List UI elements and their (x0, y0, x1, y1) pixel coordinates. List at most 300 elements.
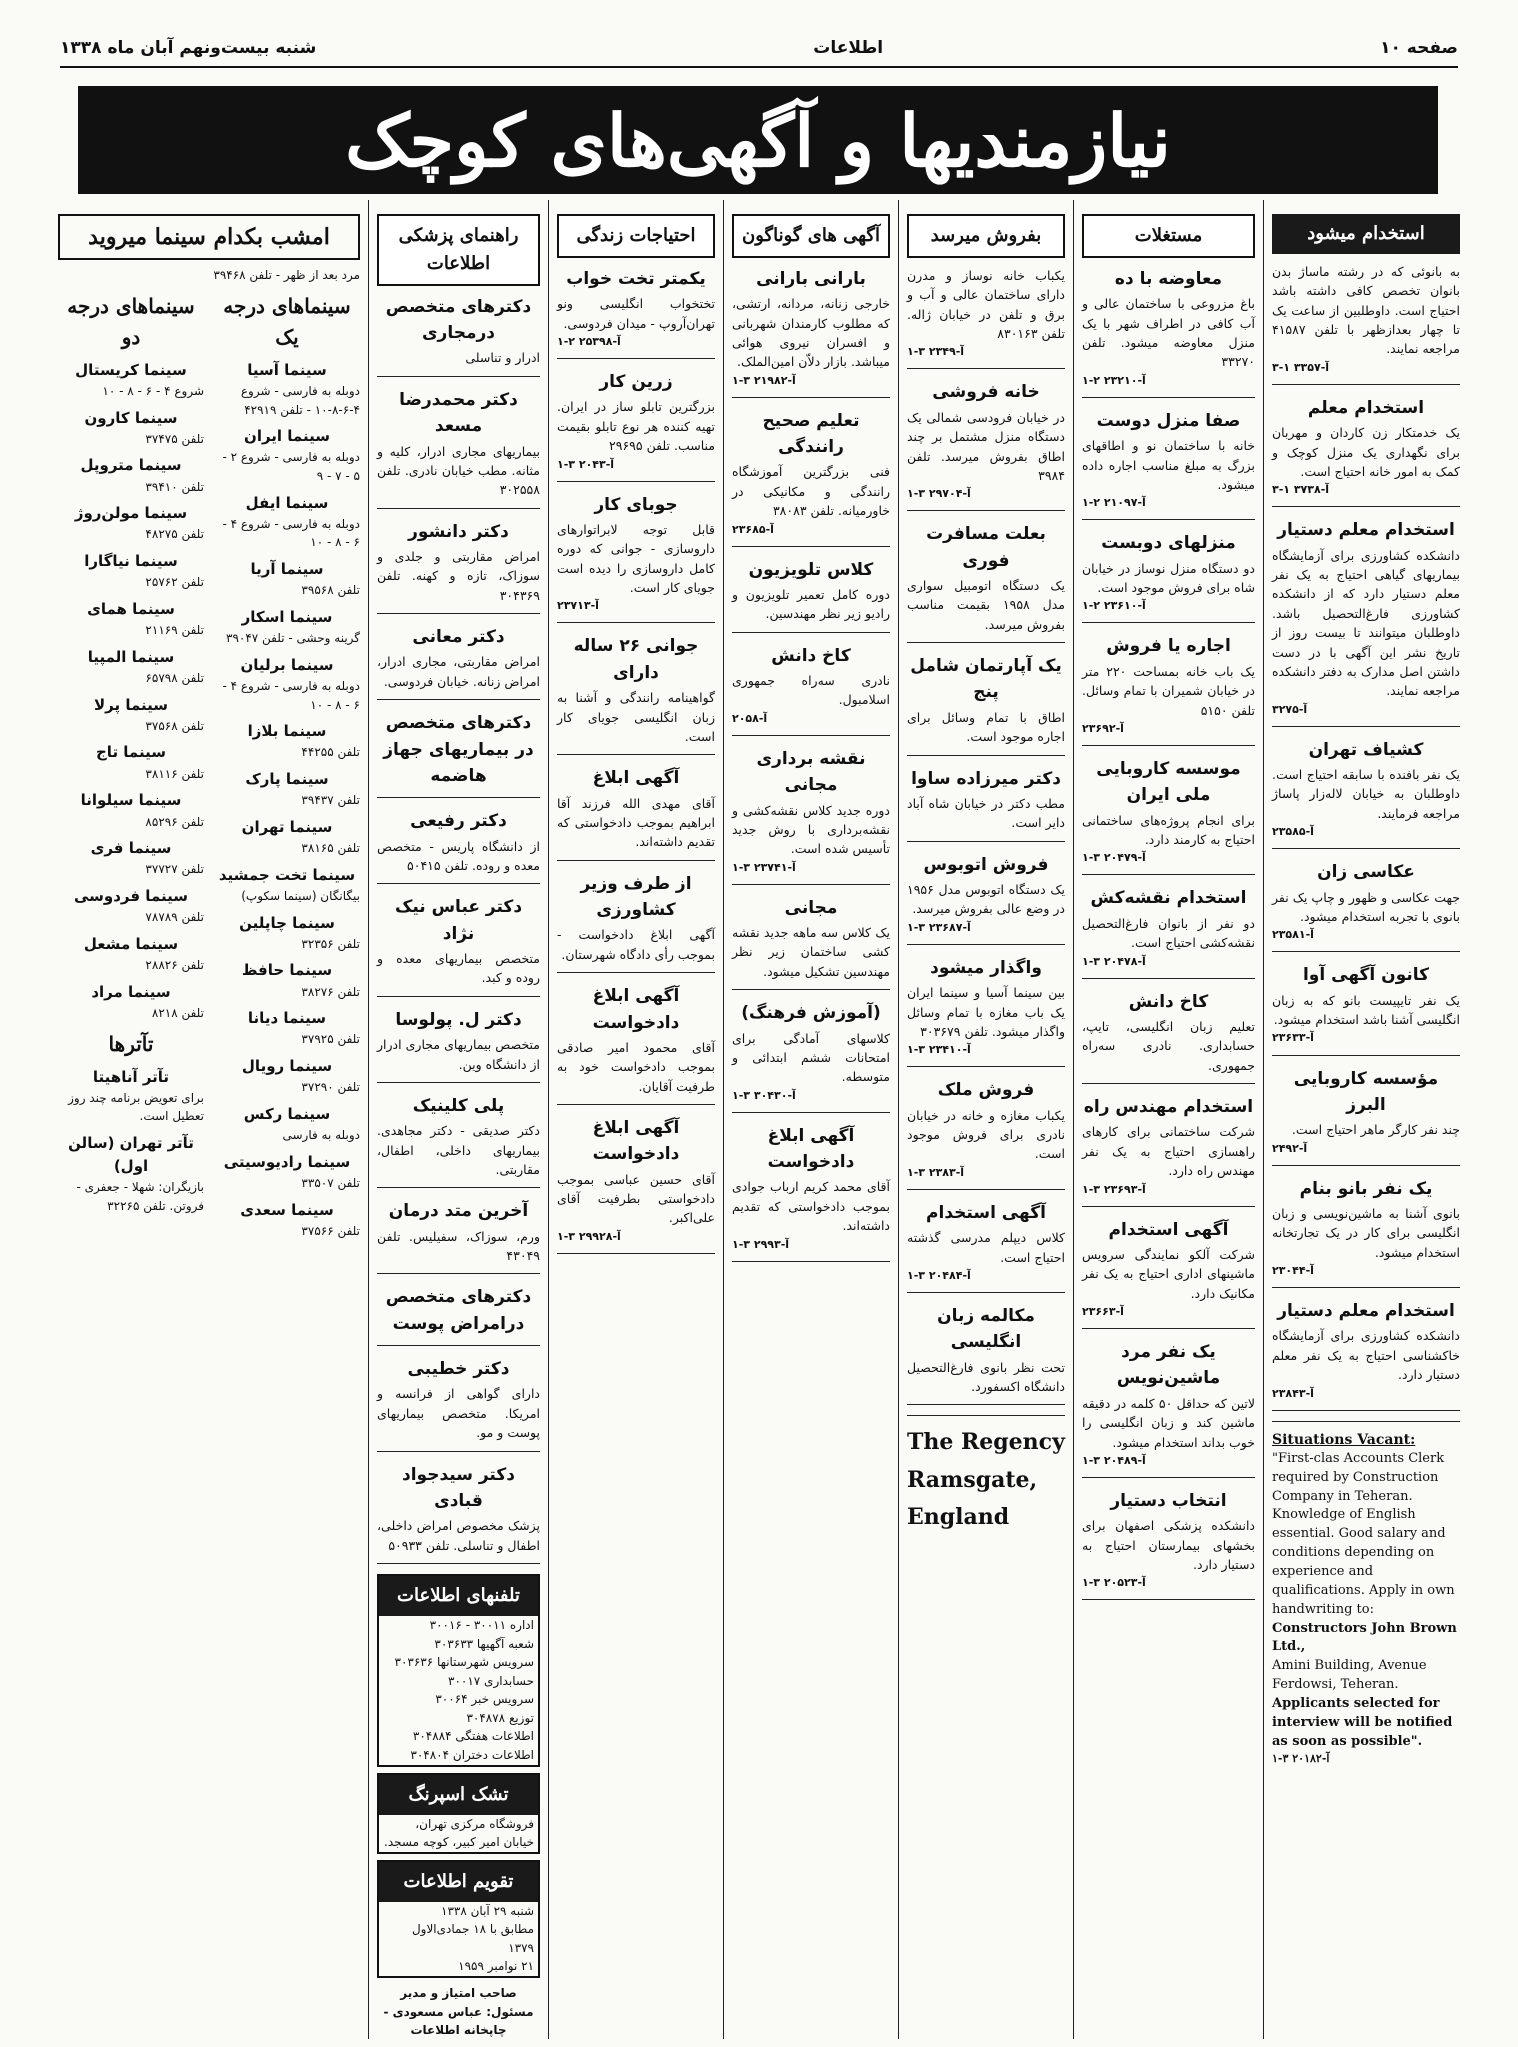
divider (907, 1292, 1065, 1293)
ad-title: دکتر ل. پولوسا (395, 1009, 522, 1030)
info-boxes (377, 1574, 540, 1978)
ad-body: دکتر صدیقی - دکتر مجاهدی. بیماریهای داخلی، اطفال، مقاربتی. (377, 1123, 540, 1177)
ad-title: تعلیم صحیح رانندگی (762, 410, 860, 458)
cinema-info: تلفن ۲۸۸۲۶ (145, 958, 204, 973)
ad-title: یک نفر بانو بنام (1299, 1178, 1433, 1199)
cinema-info: تلفن ۳۷۵۶۶ (301, 1223, 360, 1238)
classified-ad (557, 266, 715, 359)
cinema-name: سینما مولن‌روژ (74, 504, 188, 523)
ad-code: آ-۲۳۵۸۵ (1272, 825, 1314, 839)
ad-title: دکتر دانشور (408, 521, 509, 542)
classified-ad (377, 519, 540, 614)
divider (1082, 397, 1255, 398)
ad-title: کاخ دانش (771, 645, 851, 666)
ad-title: آخرین متد درمان (388, 1201, 529, 1222)
info-box-line: فروشگاه مرکزی تهران، خیابان امیر کبیر، کوچه مسجد. (384, 1816, 534, 1850)
divider (377, 883, 540, 884)
column-heading: احتیاجات زندگی (557, 214, 715, 258)
divider (907, 755, 1065, 756)
ad-code: آ-۲۹۹۳ ۳-۱ (732, 1237, 790, 1251)
divider (907, 841, 1065, 842)
regency-ad (907, 1424, 1065, 1536)
divider (732, 397, 890, 398)
ad-code: آ-۳۲۷۵ (1272, 702, 1308, 716)
newspaper-name: اطلاعات (813, 38, 884, 58)
column-heading: استخدام میشود (1272, 214, 1460, 254)
classified-ad (907, 766, 1065, 842)
info-box (377, 1773, 540, 1854)
divider (377, 1345, 540, 1346)
column-heading: آگهی های گوناگون (732, 214, 890, 258)
regency-line-2: Ramsgate, (907, 1466, 1038, 1493)
ad-title: آگهی استخدام (926, 1202, 1046, 1223)
ad-body: دو دستگاه منزل نوساز در خیابان شاه برای فروش موجود است. (1082, 560, 1255, 596)
ad-code: آ-۲۱۹۸۲ ۳-۱ (732, 373, 796, 387)
ad-body: آگهی ابلاغ دادخواست - بموجب رأی دادگاه شهرستان. (557, 927, 715, 962)
divider (557, 1104, 715, 1105)
cinema-info: تلفن ۶۵۷۹۸ (145, 671, 204, 685)
classified-ad (377, 710, 540, 798)
ad-body: خارجی زنانه، مردانه، ارتشی، که مطلوب کارمندان شهربانی و افسران نیروی هوائی میباشد. بازار دلاّن امین‌الملک. (732, 296, 890, 370)
ad-code: آ-۲۹۹۲۸ ۳-۱ (557, 1229, 621, 1243)
ad-body: متخصص بیماریهای معده و روده و کبد. (377, 951, 540, 986)
ad-title: نقشه برداری مجانی (756, 748, 866, 796)
english-ad-note: Applicants selected for interview will be notified as soon as possible". (1272, 1695, 1453, 1749)
ad-title: جوانی ۲۶ ساله دارای (573, 636, 699, 683)
divider (1272, 1421, 1460, 1422)
info-box-line: اطلاعات دختران ۳۰۴۸۰۴ (410, 1748, 534, 1763)
classified-ad (1082, 633, 1255, 746)
ad-code: آ-۲۹۷۰۴ ۳-۱ (907, 487, 971, 501)
ad-list (1082, 266, 1255, 1601)
info-box-line: سرویس شهرستانها ۳۰۳۶۳۶ (394, 1655, 534, 1670)
ad-body: ادرار و تناسلی (465, 350, 540, 366)
cinema-name: سینما پارک (245, 769, 329, 788)
ad-title: معاوضه با ده (1114, 268, 1223, 289)
cinema-info: تلفن ۴۸۲۷۵ (145, 527, 204, 542)
cinema-name: سینما متروپل (80, 456, 182, 475)
ad-body: تعلیم زبان انگلیسی، تایپ، حسابداری. نادری سه‌راه جمهوری. (1082, 1018, 1255, 1073)
divider (377, 996, 540, 997)
ad-body: یک کلاس سه ماهه جدید نقشه کشی ساختمان زیر نظر مهندسین تشکیل میشود. (732, 925, 890, 979)
divider (377, 508, 540, 509)
divider (1272, 951, 1460, 952)
cinema-name: تآتر تهران (سالن اول) (68, 1133, 194, 1176)
cinema-info: تلفن ۳۷۹۲۵ (301, 1032, 360, 1047)
ad-title: یک نفر مرد ماشین‌نویس (1116, 1342, 1221, 1389)
ad-body: بین سینما آسیا و سینما ایران یک باب مغازه با تمام وسائل واگذار میشود. تلفن ۳۰۳۶۷۹ (907, 985, 1065, 1039)
classified-ad (377, 294, 540, 377)
cinema-info: تلفن ۳۹۴۱۰ (145, 479, 204, 494)
ad-code: آ-۲۰۴۳ ۳-۱ (557, 457, 615, 471)
divider (377, 699, 540, 700)
cinema-name: سینما تهران (241, 817, 333, 836)
ad-title: منزلهای دوبست (1101, 533, 1236, 554)
ad-code: آ-۲۳۶۸۵ (732, 522, 774, 536)
info-box-line: حسابداری ۳۰۰۱۷ (448, 1673, 534, 1688)
divider (732, 546, 890, 547)
cinema-list (214, 359, 360, 1241)
ad-title: یکمتر تخت خواب (566, 268, 706, 289)
ad-title: دکترهای متخصص در بیماریهای جهاز هاضمه (383, 713, 534, 786)
ad-body: دوره کامل تعمیر تلویزیون و رادیو زیر نظر مهندسین. (732, 586, 890, 622)
classified-ad (377, 1462, 540, 1564)
info-box-line: شعبه آگهیها ۳۰۳۶۳۳ (434, 1636, 534, 1651)
classified-ad (907, 379, 1065, 511)
ad-code: آ-۲۳۶۱۰ ۲-۱ (1082, 599, 1146, 613)
classified-ad (907, 852, 1065, 945)
classified-ad (732, 1000, 890, 1113)
cinema-name: سینما رویال (241, 1057, 333, 1076)
divider (1082, 745, 1255, 746)
ad-title: کاخ دانش (1128, 991, 1209, 1012)
ad-code: آ-۲۰۴۷۹ ۳-۱ (1082, 851, 1146, 865)
cinema-name: سینما کریستال (75, 360, 187, 379)
ad-body: دانشکده پزشکی اصفهان برای بخشهای بیمارستان احتیاج به دستیار دارد. (1082, 1518, 1255, 1573)
ad-body: دانشکده کشاورزی برای آزمایشگاه خاکشناسی احتیاج به یک نفر معلم دستیار دارد. (1272, 1328, 1460, 1383)
ad-title: استخدام معلم دستیار (1277, 1301, 1455, 1322)
divider (557, 860, 715, 861)
ad-title: دکتر رفیعی (410, 811, 507, 832)
classified-ad (907, 1303, 1065, 1405)
classified-ad (1082, 266, 1255, 398)
cinema-name: تآتر آناهیتا (92, 1067, 170, 1086)
cinema-name: سینما ایران (244, 427, 330, 446)
divider (732, 632, 890, 633)
divider (377, 1082, 540, 1083)
ad-columns (50, 200, 1468, 2039)
column-for-sale (898, 200, 1073, 2039)
classified-ad (732, 557, 890, 633)
column-medical-guide (368, 200, 548, 2039)
divider (377, 1451, 540, 1452)
ad-title: از طرف وزیر کشاورزی (580, 873, 692, 921)
divider (1082, 519, 1255, 520)
ad-code: آ-۲۰۵۲۳ ۳-۱ (1082, 1576, 1146, 1590)
divider (1082, 874, 1255, 875)
ad-title: دکترهای متخصص درامراض پوست (385, 1287, 532, 1334)
classified-ad (377, 387, 540, 509)
ad-title: واگذار میشود (930, 957, 1042, 978)
info-box-line: توزیع ۳۰۴۸۷۸ (466, 1710, 534, 1725)
classified-ad (1272, 1176, 1460, 1289)
classified-ad (557, 369, 715, 482)
classified-ad (732, 746, 890, 885)
ad-title: مؤسسه کاروبایی البرز (1293, 1068, 1439, 1115)
english-ad-title: Situations Vacant: (1272, 1431, 1416, 1448)
cinema-name: سینما چاپلین (239, 913, 335, 932)
classified-ad (1082, 885, 1255, 978)
cinema-info: تلفن ۷۸۷۸۹ (145, 910, 204, 925)
cinema-info: تلفن ۳۸۱۶۵ (301, 841, 360, 856)
ad-title: فروش ملک (937, 1080, 1035, 1101)
ad-code: آ-۲۳۷۴۱ ۳-۱ (732, 860, 796, 874)
ad-body: شرکت ساختمانی برای کارهای راهسازی احتیاج به یک نفر مهندس راه دارد. (1082, 1124, 1255, 1179)
ad-code: ۳-۱ آ-۳۳۵۷ (1272, 360, 1330, 374)
divider (1272, 726, 1460, 727)
classified-ad (907, 653, 1065, 755)
ad-body: امراض مقاربتی، مجاری ادرار، امراض زنانه. خیابان فردوسی. (377, 654, 540, 689)
info-box (377, 1860, 540, 1978)
cinema-intro: مرد بعد از ظهر - تلفن ۳۹۴۶۸ (213, 268, 360, 283)
cinema-info: گرینه وحشی - تلفن ۳۹۰۴۷ (226, 631, 360, 646)
column-life-needs (548, 200, 723, 2039)
ad-body: جهت عکاسی و ظهور و چاپ یک نفر بانوی با تجربه استخدام میشود. (1272, 889, 1460, 924)
ad-list (377, 294, 540, 1564)
ad-code: آ-۲۳۶۹۲ (1082, 721, 1124, 735)
ad-body: لاتین که حداقل ۵۰ کلمه در دقیقه ماشین کند و زبان انگلیسی را خوب بداند استخدام میشود. (1082, 1395, 1255, 1450)
ad-body: شرکت آلکو نمایندگی سرویس ماشینهای اداری احتیاج به یک نفر مکانیک دارد. (1082, 1246, 1255, 1301)
divider (907, 1415, 1065, 1416)
ad-title: دکتر عباس نیک نژاد (394, 897, 523, 944)
classified-ad (907, 1200, 1065, 1293)
classified-ad (1272, 737, 1460, 850)
classified-ad (1272, 262, 1460, 385)
ad-title: دکتر سیدجواد قبادی (402, 1464, 515, 1511)
classified-ad (1082, 408, 1255, 521)
classified-ad (732, 408, 890, 547)
classified-ad (377, 1093, 540, 1188)
ad-title: یک آپارتمان شامل پنج (910, 656, 1062, 703)
cinema-info: تلفن ۳۷۴۷۵ (145, 431, 204, 446)
cinema-name: سینما رادیوسیتی (223, 1152, 351, 1171)
ad-title: پلی کلینیک (412, 1095, 505, 1116)
cinema-name: سینما مراد (91, 982, 171, 1001)
ad-title: (آموزش فرهنگ) (741, 1003, 881, 1024)
ad-title: استخدام مهندس راه (1083, 1097, 1254, 1118)
ad-body: یک خدمتکار زن کاردان و مهربان برای نگهداری یک منزل کوچک و کمک به امور خانه احتیاج است. (1272, 425, 1460, 479)
ad-title: استخدام نقشه‌کش (1090, 888, 1247, 909)
publisher-footer: صاحب امتیاز و مدیر مسئول: عباس مسعودی - چاپخانه اطلاعات (383, 1986, 534, 2038)
classified-ad (1082, 1488, 1255, 1601)
divider (1272, 1410, 1460, 1411)
ad-code: آ-۲۳۲۱۰ ۲-۱ (1082, 373, 1146, 387)
divider (377, 1273, 540, 1274)
cinema-name: سینما آریا (250, 560, 324, 578)
cinema-info: تلفن ۳۸۱۱۶ (145, 766, 204, 781)
ad-title: کشیاف تهران (1308, 739, 1424, 760)
cinema-info: تلفن ۳۷۷۲۷ (145, 862, 204, 877)
classified-ad (1272, 962, 1460, 1055)
ad-list (557, 266, 715, 1254)
cinema-name: سینما آسیا (247, 360, 327, 379)
cinema-name: سینما حافظ (241, 961, 333, 980)
ad-title: خانه فروشی (932, 382, 1040, 403)
ad-title: انتخاب دستیار (1110, 1490, 1227, 1511)
cinema-name: سینما ایفل (245, 493, 329, 512)
ad-title: صفا منزل دوست (1096, 410, 1241, 431)
info-box-title: تشک اسپرنگ (379, 1775, 538, 1815)
ad-code: آ-۲۳۸۴۳ (1272, 1386, 1314, 1400)
divider (1272, 506, 1460, 507)
divider (732, 884, 890, 885)
ad-body: مطب دکتر در خیابان شاه آباد دایر است. (907, 795, 1065, 831)
ad-body: آقای محمد کریم ارباب جوادی بموجب دادخواستی که تقدیم داشته‌اند. (732, 1179, 890, 1234)
cinema-info: دوبله به فارسی - شروع ۴ - ۶ - ۸ - ۱۰ (222, 678, 360, 712)
divider (1272, 1287, 1460, 1288)
column-real-estate (1073, 200, 1263, 2039)
ad-code: آ-۲۳۷۱۳ (557, 599, 599, 613)
regency-line-1: The Regency (907, 1429, 1065, 1456)
ad-title: استخدام معلم دستیار (1277, 520, 1455, 541)
cinema-name: سینما اسکار (241, 607, 333, 626)
ad-body: کلاس دیپلم مدرسی گذشته احتیاج است. (907, 1230, 1065, 1265)
info-box-title: تقویم اطلاعات (379, 1862, 538, 1902)
ad-title: آگهی ابلاغ (592, 768, 680, 789)
ad-code: آ-۲۳۰۴۴ (1272, 1264, 1314, 1278)
cinema-info: تلفن ۴۴۲۵۵ (301, 745, 360, 760)
info-box-line: ۲۱ نوامبر ۱۹۵۹ (458, 1959, 534, 1974)
ad-title: دکترهای متخصص درمجاری (385, 296, 532, 344)
info-box-title: تلفنهای اطلاعات (379, 1576, 538, 1616)
divider (732, 1112, 890, 1113)
ad-body: یک دستگاه اتومبیل سواری مدل ۱۹۵۸ بقیمت مناسب بفروش میرسد. (907, 578, 1066, 632)
divider (557, 622, 715, 623)
info-box-line: اطلاعات هفتگی ۳۰۴۸۸۴ (412, 1729, 534, 1744)
cinema-info: بیگانگان (سینما سکوپ) (241, 888, 360, 903)
ad-title: زرین کار (599, 372, 673, 393)
info-box-line: مطابق با ۱۸ جمادی‌الاول ۱۳۷۹ (411, 1922, 534, 1955)
divider (907, 944, 1065, 945)
classified-ad (907, 1077, 1065, 1190)
ad-title: استخدام معلم (1307, 397, 1425, 418)
divider (1082, 1328, 1255, 1329)
classified-ad (1082, 1094, 1255, 1207)
ad-body: تختخواب انگلیسی ونو تهران‌آروپ - میدان فردوسی. (557, 296, 715, 331)
divider (907, 1066, 1065, 1067)
classified-ad (732, 643, 890, 736)
classified-ad (557, 633, 715, 755)
classified-ad (1082, 1217, 1255, 1330)
cinema-name: سینما پرلا (93, 695, 169, 714)
english-ad-address: Amini Building, Avenue Ferdowsi, Teheran. (1272, 1658, 1427, 1693)
divider (1082, 1206, 1255, 1207)
ad-code: آ-۲۰۴۸۹ ۳-۱ (1082, 1453, 1146, 1467)
banner-title: نیازمندیها و آگهی‌های کوچک (345, 97, 1171, 183)
divider (907, 368, 1065, 369)
ad-body: دو نفر از بانوان فارغ‌التحصیل نقشه‌کشی احتیاج است. (1082, 915, 1255, 951)
divider (377, 1563, 540, 1564)
ad-code: آ-۲۳۸۳ ۳-۱ (907, 1165, 965, 1179)
ad-body: یک نفر بافنده با سابقه احتیاج است. داوطلبان به خیابان لاله‌زار پاساژ مراجعه فرمایند. (1272, 767, 1460, 821)
ad-code: آ-۲۴۹۲ (1272, 1141, 1308, 1155)
ad-list (732, 266, 890, 1262)
cinema-info: تلفن ۳۲۳۵۶ (301, 936, 360, 951)
info-box (377, 1574, 540, 1767)
classified-ad (907, 521, 1065, 643)
english-ad-text: "First-clas Accounts Clerk required by Construction Company in Teheran. Knowledge of English essential. Good salary and conditions depending on experience and qualifications. Apply in own handwriting to: (1272, 1450, 1455, 1617)
cinema-info: تلفن ۳۹۴۳۷ (301, 793, 360, 808)
ad-title: دکتر خطیبی (407, 1359, 510, 1380)
cinema-name: سینما سعدی (240, 1200, 334, 1219)
cinema-name: سینما تخت جمشید (218, 865, 356, 884)
ad-code: آ-۲۰۵۸ (732, 711, 768, 725)
classified-ad (1272, 517, 1460, 726)
ad-list (907, 266, 1065, 1406)
divider (377, 613, 540, 614)
ad-body: بزرگترین تابلو ساز در ایران. تهیه کننده هر نوع تابلو بقیمت مناسب. تلفن ۲۹۶۹۵ (557, 399, 715, 454)
ad-title: مجانی (784, 897, 838, 918)
cinema-info: بازیگران: شهلا - جعفری - فروتن. تلفن ۳۲۲۶۵ (76, 1180, 204, 1214)
column-heading: راهنمای پزشکی اطلاعات (377, 214, 540, 286)
cinema-info: دوبله به فارسی (282, 1128, 360, 1143)
info-box-line: شنبه ۲۹ آبان ۱۳۳۸ (441, 1903, 534, 1918)
ad-code: آ-۲۳۶۳۳ (1272, 1031, 1314, 1045)
ad-code: آ-۲۳۴۹ ۳-۱ (907, 345, 965, 359)
ad-body: آقای محمود امیر صادقی بموجب دادخواست خود به طرفیت آقایان. (557, 1039, 715, 1094)
cinema-info: دوبله به فارسی - شروع ۲ - ۵ - ۷ - ۹ (222, 450, 360, 483)
ad-body: نادری سه‌راه جمهوری اسلامبول. (732, 673, 890, 708)
divider (1082, 1599, 1255, 1600)
ad-body: چند نفر کارگر ماهر احتیاج است. (1291, 1122, 1460, 1138)
ad-title: آگهی استخدام (1108, 1219, 1229, 1240)
ad-code: آ-۲۳۶۹۳ ۳-۱ (1082, 1182, 1146, 1196)
divider (907, 510, 1065, 511)
classified-ad (557, 983, 715, 1105)
cinema-info: تلفن ۳۸۲۷۶ (301, 984, 360, 999)
section-banner (78, 86, 1438, 194)
divider (732, 1261, 890, 1262)
divider (1272, 384, 1460, 385)
first-class-cinemas (214, 285, 360, 1241)
column-heading: مستغلات (1082, 214, 1255, 258)
ad-body: امراض مقاربتی و جلدی و سوزاک، تازه و کهنه. تلفن ۳۰۴۳۶۹ (377, 549, 540, 603)
divider (907, 642, 1065, 643)
divider (1272, 1165, 1460, 1166)
divider (732, 735, 890, 736)
ad-title: موسسه کاروبایی ملی ایران (1096, 758, 1241, 806)
classified-ad (557, 492, 715, 624)
ad-body: دارای گواهی از فرانسه و امریکا. متخصص بیماریهای پوست و مو. (377, 1386, 540, 1441)
cinema-info: تلفن ۸۵۲۹۶ (145, 814, 204, 829)
cinema-name: سینما کارون (84, 408, 178, 427)
cinema-info: شروع ۴ - ۶ - ۸ - ۱۰ (102, 383, 204, 398)
ad-list (1272, 262, 1460, 1411)
cinema-info: دوبله به فارسی - شروع ۴ - ۶ - ۸ - ۱۰ (222, 516, 360, 550)
divider (907, 1404, 1065, 1405)
ad-body: در خیابان فرودسی شمالی یک دستگاه منزل مشتمل بر چند اطاق بفروش میرسد. تلفن ۳۹۸۴ (907, 409, 1065, 483)
ad-title: دکتر میرزاده ساوا (911, 768, 1061, 789)
cinema-name: سینما فری (90, 839, 172, 858)
ad-title: آگهی ابلاغ دادخواست (592, 1117, 680, 1165)
section-first-class: سینماهای درجه یک (223, 293, 351, 349)
ad-code: آ-۲۳۶۸۷ ۳-۱ (907, 920, 971, 934)
divider (377, 376, 540, 377)
ad-body: گواهینامه رانندگی و آشنا به زبان انگلیسی جویای کار است. (557, 690, 715, 744)
classified-ad (1272, 1066, 1460, 1166)
classified-ad (377, 1007, 540, 1083)
divider (1272, 848, 1460, 849)
english-ad (1272, 1430, 1460, 1768)
cinema-name: سینما فردوسی (73, 886, 188, 905)
cinema-info: تلفن ۳۹۵۶۸ (301, 583, 360, 598)
ad-body: یکباب مغازه و خانه در خیابان نادری برای فروش موجود است. (907, 1107, 1065, 1162)
english-ad-company: Constructors John Brown Ltd., (1272, 1620, 1457, 1655)
ad-body: باغ مزروعی با ساختمان عالی و آب کافی در اطراف شهر با یک منزل معاوضه میشود. تلفن ۳۳۲۷۰ (1082, 296, 1255, 370)
page-number: صفحه ۱۰ (1380, 38, 1458, 58)
ad-body: از دانشگاه پاریس - متخصص معده و روده. تلفن ۵۰۴۱۵ (377, 838, 540, 873)
divider (732, 989, 890, 990)
classified-ad (557, 765, 715, 860)
divider (557, 1253, 715, 1254)
classified-ad (1272, 395, 1460, 508)
classified-ad (1082, 1339, 1255, 1478)
section-second-class: سینماهای درجه دو (67, 293, 195, 349)
cinema-name: سینما المپیا (87, 647, 175, 666)
cinema-lists (58, 285, 360, 1241)
ad-body: آقای مهدی الله فرزند آقا ابراهیم بموجب دادخواستی که تقدیم داشته‌اند. (557, 795, 715, 850)
ad-title: بارانی بارانی (756, 268, 866, 289)
